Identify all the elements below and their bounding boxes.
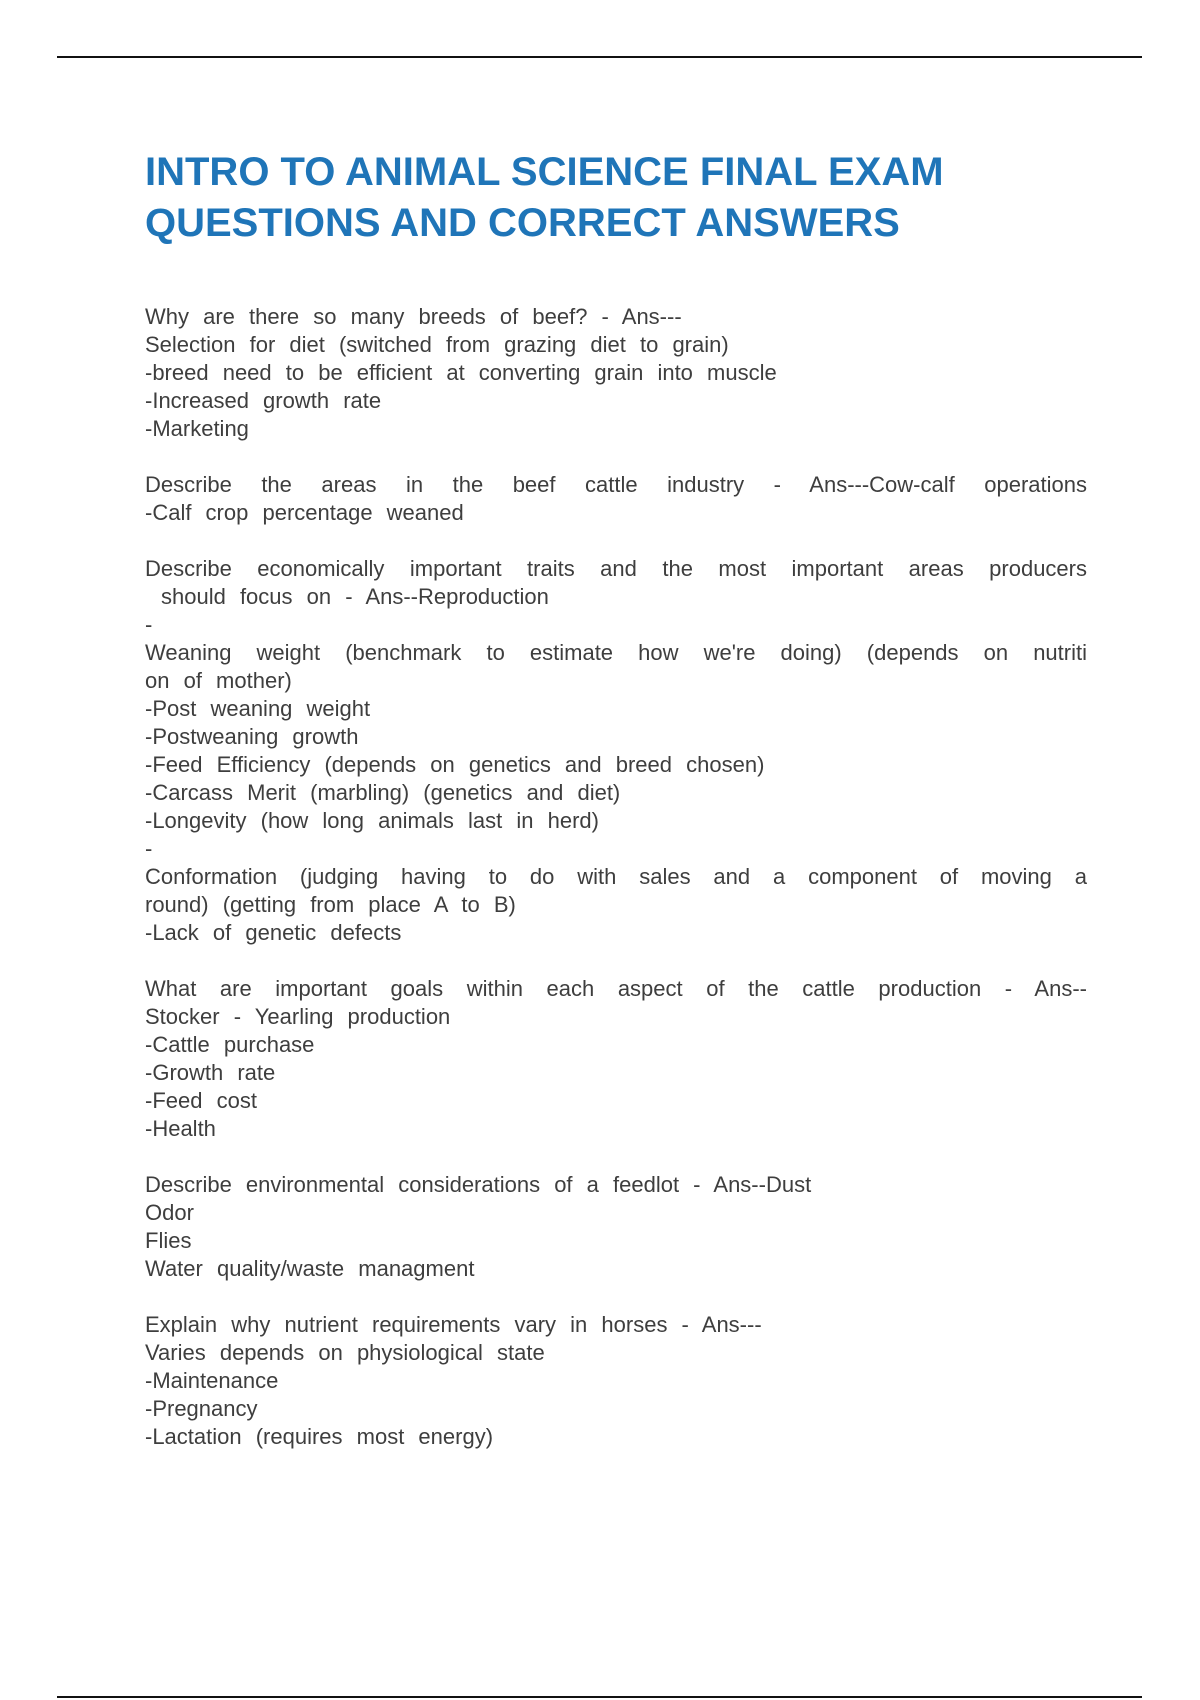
question-text: Describe economically important traits and the most important areas producers [145, 556, 1087, 581]
answer-line: -Health [145, 1116, 216, 1141]
answer-line: -Carcass Merit (marbling) (genetics and diet) [145, 780, 621, 805]
question-text: What are important goals within each aspect of the cattle production - Ans-- [145, 976, 1087, 1001]
answer-line: Conformation (judging having to do with sales and a component of moving a [145, 864, 1087, 889]
question-text-continued: should focus on - Ans--Reproduction [161, 584, 549, 609]
answer-line: Flies [145, 1228, 192, 1253]
answer-line: - [145, 836, 153, 861]
answer-line: -Pregnancy [145, 1396, 258, 1421]
answer-line: -Post weaning weight [145, 696, 371, 721]
page-title-line-1: INTRO TO ANIMAL SCIENCE FINAL EXAM [145, 150, 944, 194]
answer-line: Varies depends on physiological state [145, 1340, 545, 1365]
page-title-line-2: QUESTIONS AND CORRECT ANSWERS [145, 201, 900, 245]
answer-line: -Marketing [145, 416, 249, 441]
qa-item-beef-breeds [145, 303, 1087, 443]
qa-item-cattle-production-goals [145, 975, 1087, 1143]
answer-line: -Maintenance [145, 1368, 279, 1393]
top-rule [57, 56, 1142, 58]
question-text: Explain why nutrient requirements vary in horses - Ans--- [145, 1312, 762, 1337]
answer-line: -Cattle purchase [145, 1032, 315, 1057]
answer-line: -Longevity (how long animals last in herd) [145, 808, 599, 833]
answer-line: -Lack of genetic defects [145, 920, 402, 945]
answer-line: - [145, 612, 153, 637]
answer-line: -Feed Efficiency (depends on genetics and breed chosen) [145, 752, 765, 777]
bottom-rule [57, 1696, 1142, 1698]
qa-item-beef-industry-areas [145, 471, 1087, 527]
answer-line: Selection for diet (switched from grazing diet to grain) [145, 332, 729, 357]
answer-line: -Lactation (requires most energy) [145, 1424, 494, 1449]
qa-list [145, 303, 1087, 1479]
answer-line: -Postweaning growth [145, 724, 359, 749]
question-text: Describe environmental considerations of a feedlot - Ans--Dust [145, 1172, 812, 1197]
answer-line: Odor [145, 1200, 194, 1225]
answer-line: Water quality/waste managment [145, 1256, 475, 1281]
qa-item-feedlot-environment [145, 1171, 1087, 1283]
answer-line: -Calf crop percentage weaned [145, 500, 464, 525]
answer-line: -Feed cost [145, 1088, 257, 1113]
answer-line: -breed need to be efficient at converting grain into muscle [145, 360, 777, 385]
answer-line: -Increased growth rate [145, 388, 382, 413]
question-text: Describe the areas in the beef cattle industry - Ans---Cow-calf operations [145, 472, 1087, 497]
answer-line: Weaning weight (benchmark to estimate how we're doing) (depends on nutriti [145, 640, 1087, 665]
qa-item-economic-traits [145, 555, 1087, 947]
qa-item-horse-nutrients [145, 1311, 1087, 1451]
answer-line: round) (getting from place A to B) [145, 892, 516, 917]
page-title [145, 147, 1105, 249]
answer-line: on of mother) [145, 668, 292, 693]
answer-line: Stocker - Yearling production [145, 1004, 451, 1029]
answer-line: -Growth rate [145, 1060, 276, 1085]
question-text: Why are there so many breeds of beef? - Ans--- [145, 304, 682, 329]
